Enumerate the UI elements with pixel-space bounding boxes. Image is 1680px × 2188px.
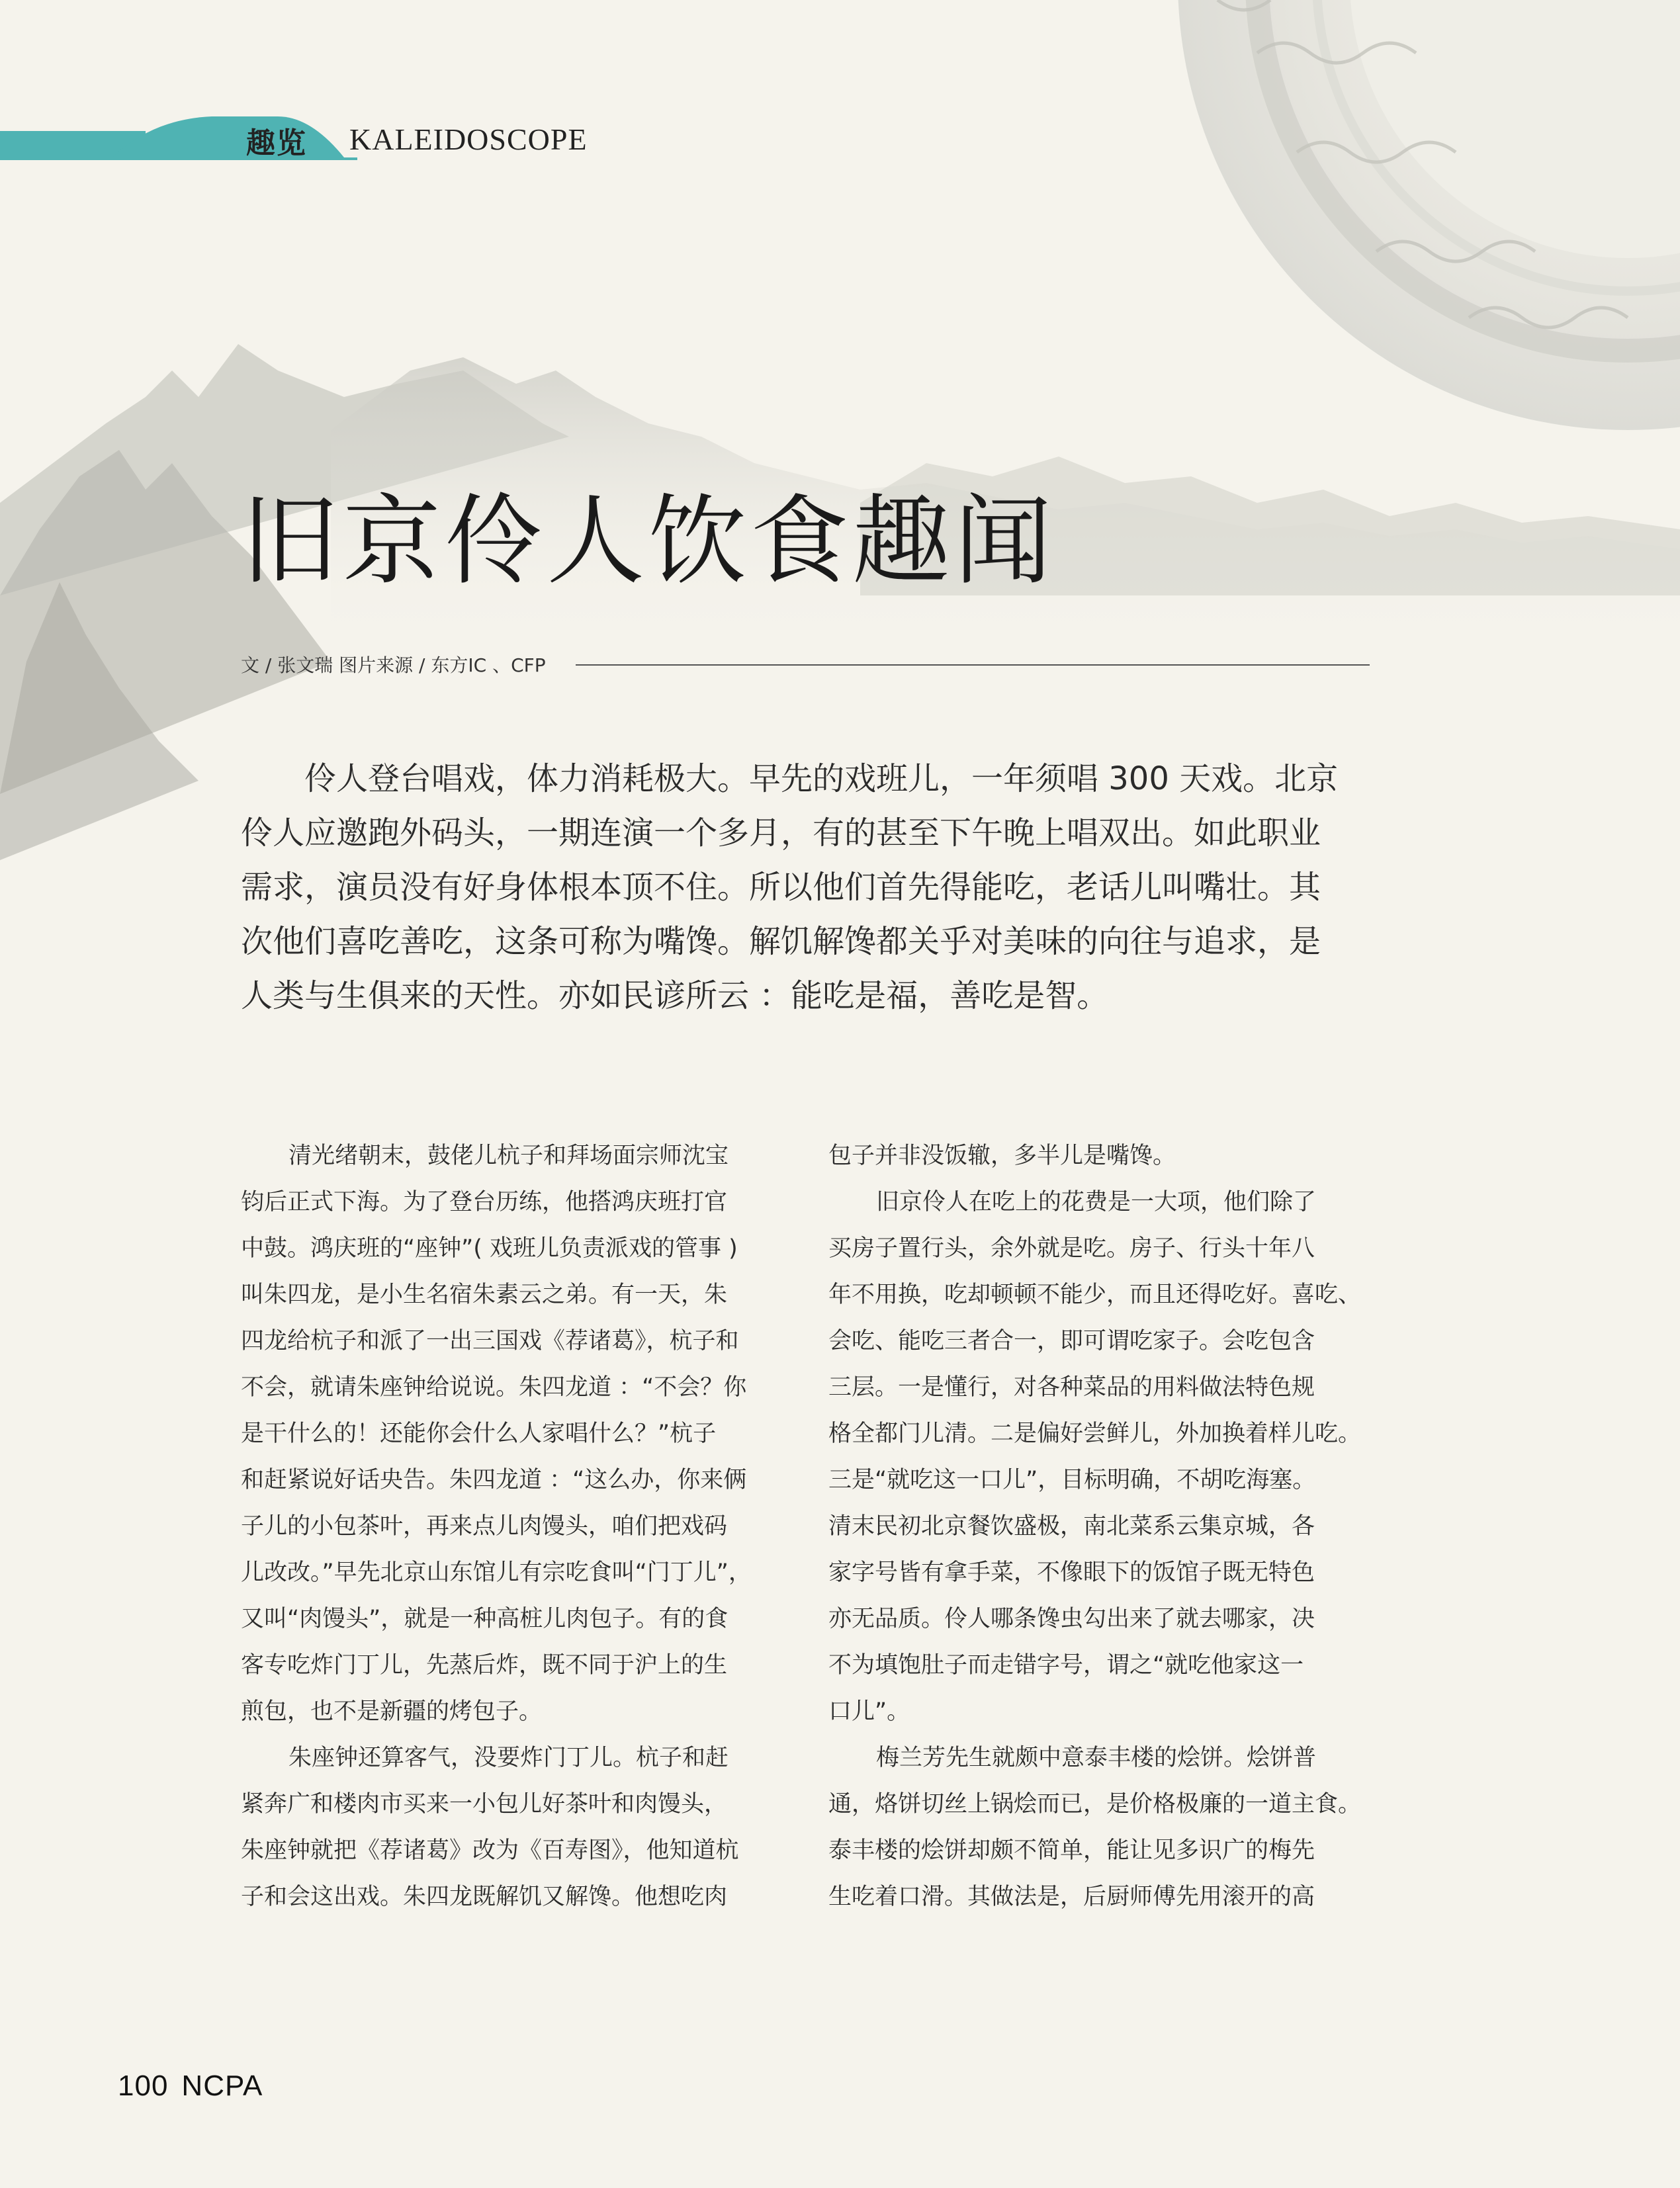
body-line: 中鼓。鸿庆班的“座钟”( 戏班儿负责派戏的管事 )	[241, 1235, 738, 1262]
body-line: 年不用换，吃却顿顿不能少，而且还得吃好。喜吃、	[828, 1282, 1362, 1308]
lead-line: 伶人应邀跑外码头，一期连演一个多月，有的甚至下午晚上唱双出。如此职业	[241, 814, 1321, 852]
section-label-en: KALEIDOSCOPE	[349, 122, 588, 156]
lead-line: 次他们喜吃善吃，这条可称为嘴馋。解饥解馋都关乎对美味的向往与追求，是	[241, 923, 1321, 960]
section-label-cn: 趣览	[246, 126, 307, 160]
body-line: 子和会这出戏。朱四龙既解饥又解馋。他想吃肉	[241, 1884, 728, 1910]
body-line: 买房子置行头，余外就是吃。房子、行头十年八	[828, 1235, 1315, 1262]
byline: 文 / 张文瑞 图片来源 / 东方IC 、CFP	[241, 654, 546, 676]
page-number: 100	[118, 2070, 169, 2102]
body-line: 叫朱四龙，是小生名宿朱素云之弟。有一天，朱	[241, 1282, 728, 1308]
lead-line: 需求，演员没有好身体根本顶不住。所以他们首先得能吃，老话儿叫嘴壮。其	[241, 869, 1321, 906]
body-line: 清光绪朝末，鼓佬儿杭子和拜场面宗师沈宝	[288, 1143, 729, 1169]
body-line: 朱座钟还算客气，没要炸门丁儿。杭子和赶	[288, 1745, 729, 1771]
body-line: 清末民初北京餐饮盛极，南北菜系云集京城，各	[828, 1513, 1315, 1540]
body-line: 是干什么的！还能你会什么人家唱什么？”杭子	[241, 1421, 717, 1447]
body-line: 包子并非没饭辙，多半儿是嘴馋。	[828, 1143, 1176, 1169]
body-line: 紧奔广和楼肉市买来一小包儿好茶叶和肉馒头，	[241, 1791, 728, 1817]
article-title: 旧京伶人饮食趣闻	[241, 484, 1056, 598]
body-column-left	[241, 1133, 783, 1920]
body-line: 会吃、能吃三者合一，即可谓吃家子。会吃包含	[828, 1328, 1315, 1354]
body-line: 通，烙饼切丝上锅烩而已，是价格极廉的一道主食。	[828, 1791, 1362, 1817]
lead-line: 伶人登台唱戏，体力消耗极大。早先的戏班儿，一年须唱 300 天戏。北京	[304, 760, 1339, 797]
body-line: 梅兰芳先生就颇中意泰丰楼的烩饼。烩饼普	[876, 1745, 1317, 1771]
body-line: 不会，就请朱座钟给说说。朱四龙道 ：“不会？你	[241, 1374, 747, 1401]
body-line: 子儿的小包茶叶，再来点儿肉馒头，咱们把戏码	[241, 1513, 728, 1540]
lead-paragraph	[241, 752, 1372, 1023]
body-line: 口儿”。	[828, 1698, 910, 1725]
ornamental-plate-decoration	[1178, 0, 1680, 430]
body-line: 又叫“肉馒头”，就是一种高桩儿肉包子。有的食	[241, 1606, 729, 1632]
body-line: 儿改改。”早先北京山东馆儿有宗吃食叫“门丁儿”，	[241, 1559, 752, 1586]
body-line: 格全都门儿清。二是偏好尝鲜儿，外加换着样儿吃。	[828, 1421, 1362, 1447]
magazine-name: NCPA	[181, 2070, 263, 2102]
body-line: 三是“就吃这一口儿”，目标明确，不胡吃海塞。	[828, 1467, 1316, 1493]
section-header	[0, 112, 609, 172]
body-line: 亦无品质。伶人哪条馋虫勾出来了就去哪家，决	[828, 1606, 1315, 1632]
body-line: 朱座钟就把《荐诸葛》改为《百寿图》，他知道杭	[241, 1837, 739, 1864]
body-line: 旧京伶人在吃上的花费是一大项，他们除了	[876, 1189, 1317, 1215]
body-line: 四龙给杭子和派了一出三国戏《荐诸葛》，杭子和	[241, 1328, 739, 1354]
byline-divider	[576, 664, 1370, 666]
body-line: 三层。一是懂行，对各种菜品的用料做法特色规	[828, 1374, 1315, 1401]
page-footer	[118, 2070, 276, 2103]
lead-line: 人类与生俱来的天性。亦如民谚所云 ：能吃是福，善吃是智。	[241, 977, 1109, 1014]
body-line: 不为填饱肚子而走错字号，谓之“就吃他家这一	[828, 1652, 1304, 1679]
body-line: 生吃着口滑。其做法是，后厨师傅先用滚开的高	[828, 1884, 1315, 1910]
body-line: 和赶紧说好话央告。朱四龙道 ：“这么办，你来俩	[241, 1467, 747, 1493]
body-line: 煎包，也不是新疆的烤包子。	[241, 1698, 543, 1725]
body-line: 钧后正式下海。为了登台历练，他搭鸿庆班打官	[241, 1189, 728, 1215]
body-line: 家字号皆有拿手菜，不像眼下的饭馆子既无特色	[828, 1559, 1315, 1586]
body-line: 客专吃炸门丁儿，先蒸后炸，既不同于沪上的生	[241, 1652, 728, 1679]
body-column-right	[828, 1133, 1371, 1920]
body-line: 泰丰楼的烩饼却颇不简单，能让见多识广的梅先	[828, 1837, 1315, 1864]
